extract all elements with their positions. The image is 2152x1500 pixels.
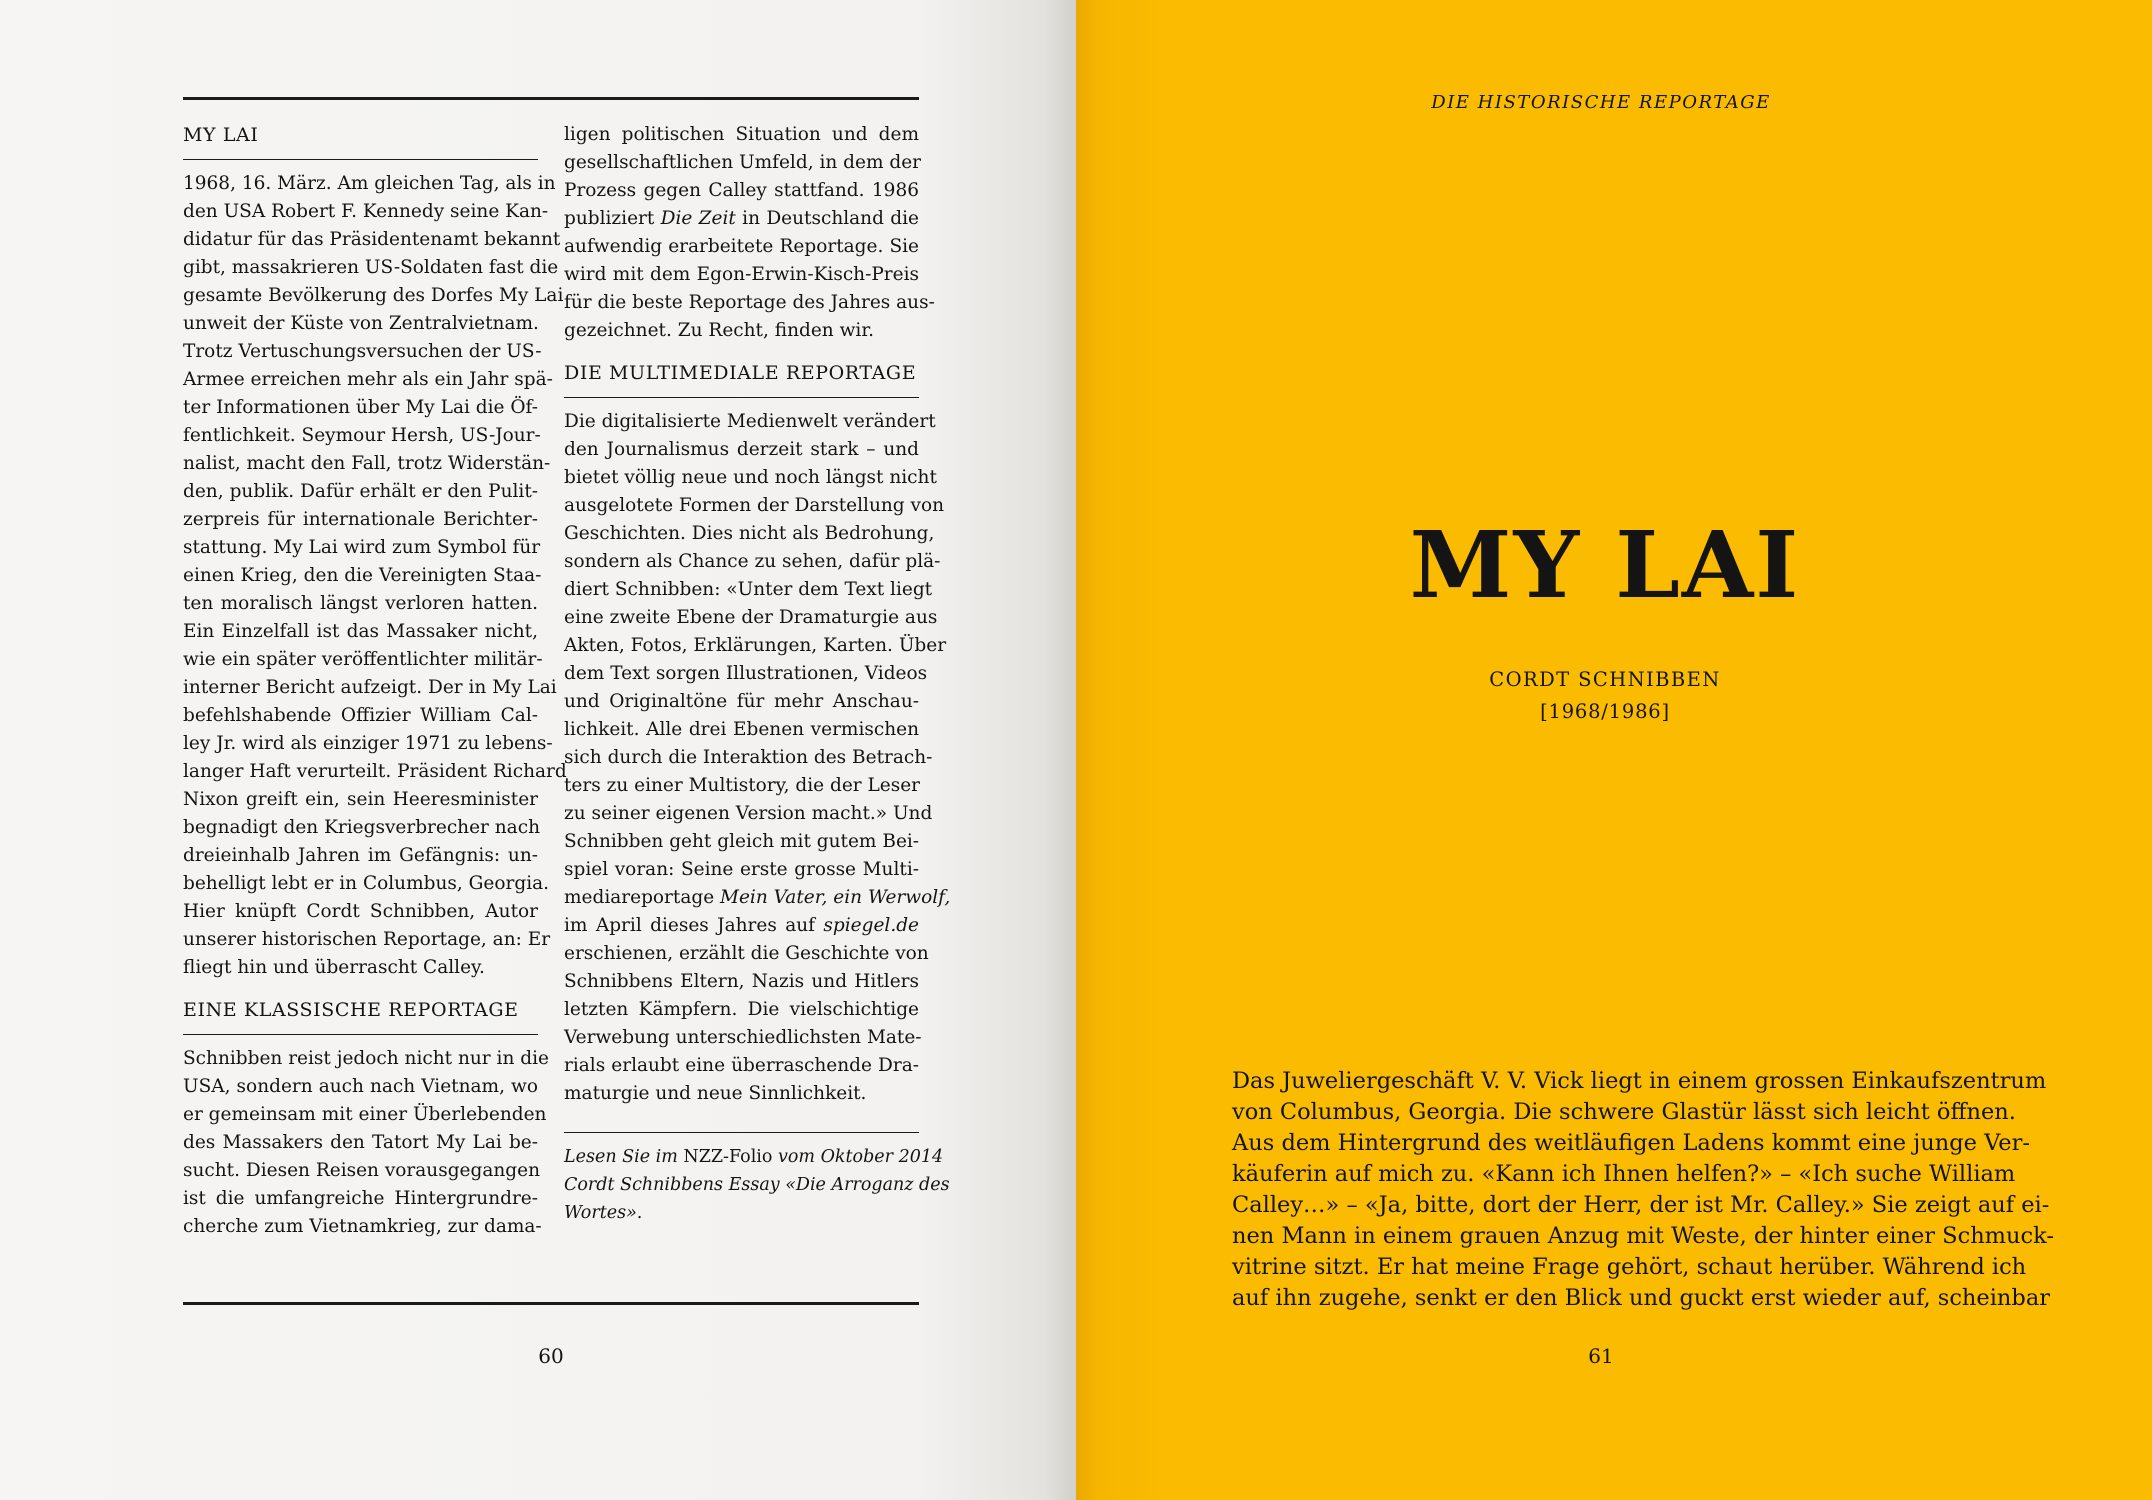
note-rule	[564, 1132, 919, 1133]
text-line: auf ihn zugehe, senkt er den Blick und guckt erst wieder auf, scheinbar	[1232, 1285, 2050, 1311]
text-line: den USA Robert F. Kennedy seine Kan-	[183, 201, 549, 222]
text-line: Aus dem Hintergrund des weitläufigen Ladens kommt eine junge Ver-	[1232, 1130, 2030, 1156]
body-paragraph	[564, 408, 951, 1108]
text-line: rials erlaubt eine überraschende Dra-	[564, 1055, 919, 1076]
text-line: mediareportage Mein Vater, ein Werwolf,	[564, 887, 951, 908]
text-line: im April dieses Jahres auf spiegel.de	[564, 915, 919, 936]
text-line: nen Mann in einem grauen Anzug mit Weste, der hinter einer Schmuck-	[1232, 1223, 2054, 1249]
text-line: zerpreis für internationale Berichter-	[183, 509, 538, 530]
text-line: vitrine sitzt. Er hat meine Frage gehört, schaut herüber. Während ich	[1232, 1254, 2027, 1280]
text-line: fentlichkeit. Seymour Hersh, US-Jour-	[183, 425, 541, 446]
text-line: unweit der Küste von Zentralvietnam.	[183, 313, 539, 334]
text-line: stattung. My Lai wird zum Symbol für	[183, 537, 541, 558]
text-line: gesellschaftlichen Umfeld, in dem der	[564, 152, 922, 173]
text-line: gibt, massakrieren US-Soldaten fast die	[183, 257, 559, 278]
intro-paragraph	[1232, 1066, 2054, 1314]
text-line: USA, sondern auch nach Vietnam, wo	[183, 1076, 538, 1097]
text-line: begnadigt den Kriegsverbrecher nach	[183, 817, 540, 838]
text-line: spiel voran: Seine erste grosse Multi-	[564, 859, 919, 880]
heading-rule	[564, 397, 919, 398]
text-line: zu seiner eigenen Version macht.» Und	[564, 803, 933, 824]
text-line: Das Juweliergeschäft V. V. Vick liegt in einem grossen Einkaufszentrum	[1232, 1068, 2047, 1094]
text-line: den, publik. Dafür erhält er den Pulit-	[183, 481, 538, 502]
text-line: langer Haft verurteilt. Präsident Richard	[183, 761, 567, 782]
text-line: sondern als Chance zu sehen, dafür plä-	[564, 551, 941, 572]
text-line: einen Krieg, den die Vereinigten Staa-	[183, 565, 542, 586]
text-line: Calley…» – «Ja, bitte, dort der Herr, der ist Mr. Calley.» Sie zeigt auf ei-	[1232, 1192, 2050, 1218]
text-line: Nixon greift ein, sein Heeresminister	[183, 789, 538, 810]
reading-note: Lesen Sie im NZZ-Folio vom Oktober 2014 Cordt Schnibbens Essay «Die Arroganz des Wortes».	[564, 1147, 950, 1223]
text-line: gezeichnet. Zu Recht, finden wir.	[564, 320, 875, 341]
text-line: sich durch die Interaktion des Betrach-	[564, 747, 933, 768]
text-line: dem Text sorgen Illustrationen, Videos	[564, 663, 928, 684]
body-paragraph	[183, 170, 567, 982]
text-line: ausgelotete Formen der Darstellung von	[564, 495, 945, 516]
text-line: ist die umfangreiche Hintergrundre-	[183, 1188, 538, 1209]
text-line: lichkeit. Alle drei Ebenen vermischen	[564, 719, 919, 740]
heading-rule	[183, 1034, 538, 1035]
text-line: gesamte Bevölkerung des Dorfes My Lai	[183, 285, 564, 306]
section-heading-multimediale: DIE MULTIMEDIALE REPORTAGE	[564, 362, 917, 384]
text-line: von Columbus, Georgia. Die schwere Glastür lässt sich leicht öffnen.	[1232, 1099, 2016, 1125]
text-line: des Massakers den Tatort My Lai be-	[183, 1132, 538, 1153]
text-line: letzten Kämpfern. Die vielschichtige	[564, 999, 919, 1020]
text-line: cherche zum Vietnamkrieg, zur dama-	[183, 1216, 542, 1237]
text-line: unserer historischen Reportage, an: Er	[183, 929, 551, 950]
section-heading-my-lai: MY LAI	[183, 124, 259, 146]
text-line: Schnibbens Eltern, Nazis und Hitlers	[564, 971, 919, 992]
text-line: didatur für das Präsidentenamt bekannt	[183, 229, 561, 250]
text-line: sucht. Diesen Reisen vorausgegangen	[183, 1160, 541, 1181]
text-line: bietet völlig neue und noch längst nicht	[564, 467, 937, 488]
running-head: DIE HISTORISCHE REPORTAGE	[1431, 92, 1771, 113]
text-line: er gemeinsam mit einer Überlebenden	[183, 1104, 547, 1125]
text-line: Geschichten. Dies nicht als Bedrohung,	[564, 523, 935, 544]
top-rule	[183, 97, 919, 100]
text-line: behelligt lebt er in Columbus, Georgia.	[183, 873, 550, 894]
page-title: MY LAI	[1409, 511, 1801, 619]
left-column	[183, 121, 567, 1241]
bottom-rule	[183, 1302, 919, 1305]
text-line: fliegt hin und überrascht Calley.	[183, 957, 485, 978]
text-line: Akten, Fotos, Erklärungen, Karten. Über	[564, 635, 947, 656]
text-line: für die beste Reportage des Jahres aus-	[564, 292, 935, 313]
text-line: aufwendig erarbeitete Reportage. Sie	[564, 236, 919, 257]
text-line: Prozess gegen Calley stattfand. 1986	[564, 180, 919, 201]
text-line: maturgie und neue Sinnlichkeit.	[564, 1083, 867, 1104]
text-line: ligen politischen Situation und dem	[564, 124, 919, 145]
text-line: ten moralisch längst verloren hatten.	[183, 593, 538, 614]
text-line: erschienen, erzählt die Geschichte von	[564, 943, 929, 964]
text-line: Ein Einzelfall ist das Massaker nicht,	[183, 621, 538, 642]
text-line: ters zu einer Multistory, die der Leser	[564, 775, 921, 796]
text-line: nalist, macht den Fall, trotz Widerstän-	[183, 453, 551, 474]
text-line: interner Bericht aufzeigt. Der in My Lai	[183, 677, 557, 698]
text-line: dreieinhalb Jahren im Gefängnis: un-	[183, 845, 538, 866]
text-line: befehlshabende Offizier William Cal-	[183, 705, 538, 726]
text-line: eine zweite Ebene der Dramaturgie aus	[564, 607, 938, 628]
text-line: 1968, 16. März. Am gleichen Tag, als in	[183, 173, 556, 194]
text-line: ter Informationen über My Lai die Öf-	[183, 397, 538, 418]
text-line: Armee erreichen mehr als ein Jahr spä-	[183, 369, 553, 390]
text-line: und Originaltöne für mehr Anschau-	[564, 691, 919, 712]
text-line: Schnibben reist jedoch nicht nur in die	[183, 1048, 549, 1069]
body-paragraph	[183, 1045, 549, 1241]
author-name: CORDT SCHNIBBEN	[1489, 668, 1721, 691]
text-line: Hier knüpft Cordt Schnibben, Autor	[183, 901, 538, 922]
text-line: wird mit dem Egon-Erwin-Kisch-Preis	[564, 264, 919, 285]
page-number-right: 61	[1588, 1344, 1614, 1368]
text-line: Schnibben geht gleich mit gutem Bei-	[564, 831, 920, 852]
section-heading-klassische: EINE KLASSISCHE REPORTAGE	[183, 999, 519, 1021]
text-line: den Journalismus derzeit stark – und	[564, 439, 919, 460]
text-line: publiziert Die Zeit in Deutschland die	[564, 208, 919, 229]
text-line: Die digitalisierte Medienwelt verändert	[564, 411, 936, 432]
heading-rule	[183, 159, 538, 160]
text-line: ley Jr. wird als einziger 1971 zu lebens-	[183, 733, 553, 754]
body-paragraph	[564, 121, 935, 345]
nzz-folio-label: NZZ-Folio	[683, 1147, 773, 1167]
text-line: wie ein später veröffentlichter militär-	[183, 649, 543, 670]
text-line: diert Schnibben: «Unter dem Text liegt	[564, 579, 933, 600]
text-line: Verwebung unterschiedlichsten Mate-	[564, 1027, 922, 1048]
text-line: Trotz Vertuschungsversuchen der US-	[183, 341, 542, 362]
page-number-left: 60	[538, 1344, 564, 1368]
text-line: käuferin auf mich zu. «Kann ich Ihnen helfen?» – «Ich suche William	[1232, 1161, 2016, 1187]
years-label: [1968/1986]	[1540, 700, 1670, 723]
right-column	[564, 121, 951, 1227]
